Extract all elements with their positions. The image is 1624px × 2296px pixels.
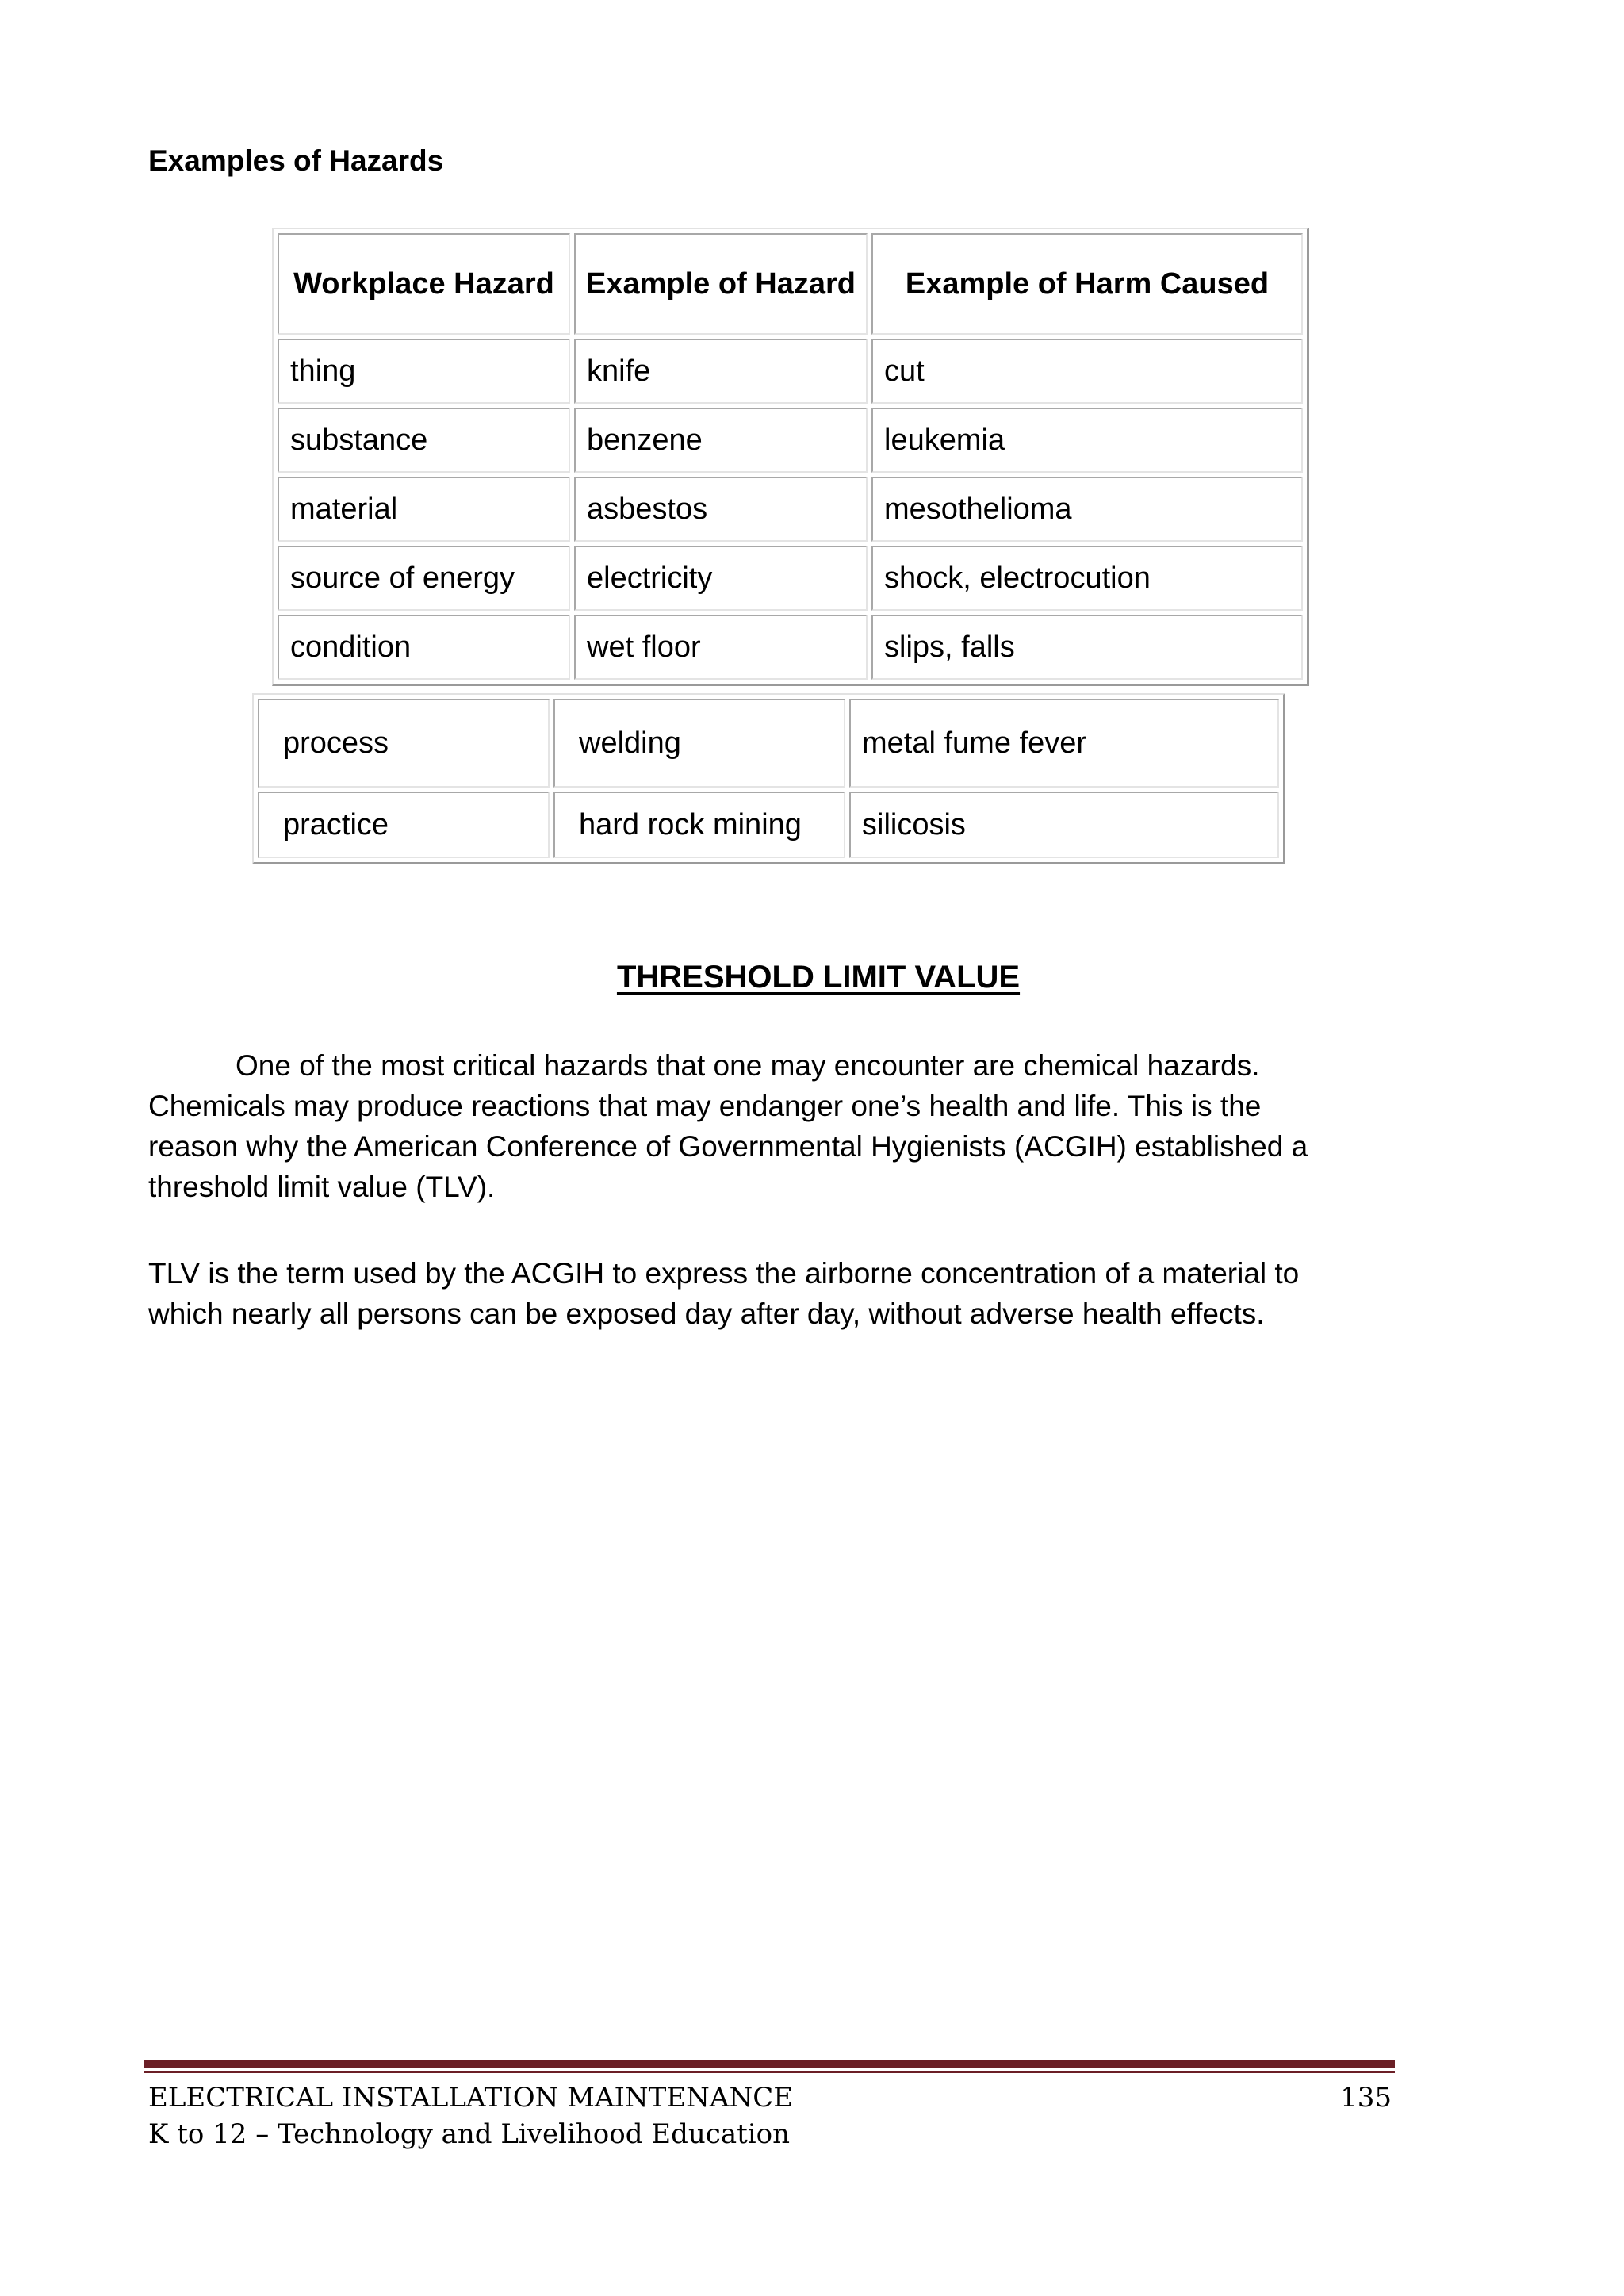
table-cell: material — [278, 477, 570, 542]
paragraph-tlv-intro — [148, 1045, 1385, 1207]
footer-program: K to 12 – Technology and Livelihood Education — [148, 2118, 790, 2150]
footer-divider-thin — [144, 2071, 1395, 2073]
paragraph-line: TLV is the term used by the ACGIH to express the airborne concentration of a material to — [148, 1257, 1300, 1290]
table-row — [258, 699, 1279, 788]
table-cell: electricity — [574, 546, 868, 611]
table-cell: slips, falls — [871, 615, 1303, 680]
paragraph-line: reason why the American Conference of Governmental Hygienists (ACGIH) established a — [148, 1130, 1308, 1163]
column-header: Workplace Hazard — [278, 233, 570, 335]
table-cell: wet floor — [574, 615, 868, 680]
table-cell: thing — [278, 339, 570, 404]
table-cell: condition — [278, 615, 570, 680]
table-cell: source of energy — [278, 546, 570, 611]
table-row — [278, 477, 1303, 542]
table-header-row — [278, 233, 1303, 335]
section-heading: Examples of Hazards — [148, 144, 444, 177]
table-row — [278, 339, 1303, 404]
table-cell: practice — [258, 792, 550, 858]
paragraph-line: which nearly all persons can be exposed day after day, without adverse health effects. — [148, 1297, 1265, 1330]
footer-course-title: ELECTRICAL INSTALLATION MAINTENANCE — [148, 2082, 794, 2114]
hazard-table — [272, 228, 1309, 686]
table-cell: mesothelioma — [871, 477, 1303, 542]
table-row — [278, 408, 1303, 473]
table-row — [278, 546, 1303, 611]
column-header: Example of Hazard — [574, 233, 868, 335]
table-cell: hard rock mining — [553, 792, 845, 858]
table-cell: leukemia — [871, 408, 1303, 473]
hazard-table-continued — [252, 693, 1285, 864]
table-cell: benzene — [574, 408, 868, 473]
table-row — [258, 792, 1279, 858]
paragraph-line: threshold limit value (TLV). — [148, 1171, 496, 1203]
table-cell: metal fume fever — [849, 699, 1279, 788]
paragraph-tlv-definition — [148, 1253, 1385, 1334]
table-cell: welding — [553, 699, 845, 788]
page-footer — [148, 2079, 1392, 2152]
table-cell: silicosis — [849, 792, 1279, 858]
table-cell: cut — [871, 339, 1303, 404]
table-cell: knife — [574, 339, 868, 404]
table-cell: process — [258, 699, 550, 788]
page-title: THRESHOLD LIMIT VALUE — [616, 960, 1021, 995]
column-header: Example of Harm Caused — [871, 233, 1303, 335]
paragraph-line: One of the most critical hazards that one may encounter are chemical hazards. — [236, 1049, 1260, 1082]
footer-divider — [144, 2060, 1395, 2068]
table-cell: asbestos — [574, 477, 868, 542]
page-number: 135 — [1340, 2082, 1392, 2114]
table-row — [278, 615, 1303, 680]
paragraph-line: Chemicals may produce reactions that may endanger one’s health and life. This is the — [148, 1090, 1262, 1122]
table-cell: shock, electrocution — [871, 546, 1303, 611]
table-cell: substance — [278, 408, 570, 473]
